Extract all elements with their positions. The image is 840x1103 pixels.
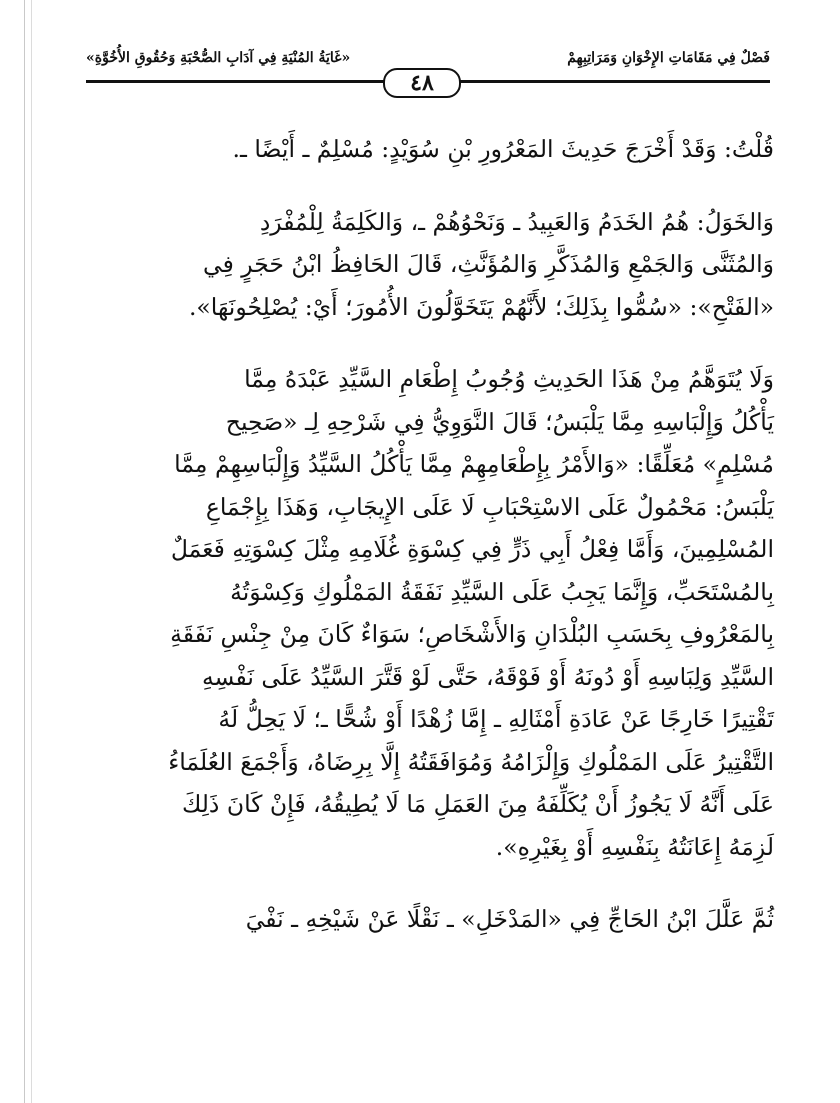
text-line: وَالخَوَلُ: هُمُ الخَدَمُ وَالعَبِيدُ ـ وَنَحْوُهُمْ ـ، وَالكَلِمَةُ لِلْمُفْرَدِ	[259, 207, 774, 236]
book-title: «غَايَةُ المُنْيَةِ فِي آدَابِ الصُّحْبَةِ وَحُقُوقِ الأُخُوَّةِ»	[86, 50, 351, 66]
text-line: يَلْبَسُ: مَحْمُولٌ عَلَى الاسْتِحْبَابِ لَا عَلَى الإِيجَابِ، وَهَذَا بِإِجْمَاعِ	[205, 492, 774, 521]
text-line: لَزِمَهُ إِعَانَتُهُ بِنَفْسِهِ أَوْ بِغَيْرِهِ».	[495, 832, 774, 861]
text-line: وَالمُثَنَّى وَالجَمْعِ وَالمُذَكَّرِ وَالمُؤَنَّثِ، قَالَ الحَافِظُ ابْنُ حَجَرٍ فِي	[203, 250, 774, 278]
text-line: المُسْلِمِينَ، وَأَمَّا فِعْلُ أَبِي ذَرٍّ فِي كِسْوَةِ غُلَامِهِ مِثْلَ كِسْوَتِهِ فَعَمَلٌ	[170, 535, 774, 563]
text-line: بِالمَعْرُوفِ بِحَسَبِ البُلْدَانِ وَالأَشْخَاصِ؛ سَوَاءٌ كَانَ مِنْ جِنْسِ نَفَقَةِ	[170, 620, 774, 648]
text-line: بِالمُسْتَحَبِّ، وَإِنَّمَا يَجِبُ عَلَى السَّيِّدِ نَفَقَةُ المَمْلُوكِ وَكِسْوَتُهُ	[230, 577, 774, 606]
paragraph-spacer	[98, 328, 774, 358]
paragraph-3	[98, 358, 774, 868]
paragraph-2	[98, 201, 774, 329]
running-header	[86, 46, 770, 70]
scan-spine-line	[24, 0, 25, 1103]
text-line: «الفَتْحِ»: «سُمُّوا بِذَلِكَ؛ لأَنَّهُمْ يَتَخَوَّلُونَ الأُمُورَ؛ أَيْ: يُصْلِحُونَهَا».	[188, 292, 774, 321]
text-line: قُلْتُ: وَقَدْ أَخْرَجَ حَدِيثَ المَعْرُورِ بْنِ سُوَيْدٍ: مُسْلِمٌ ـ أَيْضًا ـ.	[232, 135, 774, 163]
chapter-title: فَصْلٌ فِي مَقَامَاتِ الإِخْوَانِ وَمَرَاتِبِهِمْ	[567, 50, 770, 66]
text-line: يَأْكُلُ وَإِلْبَاسِهِ مِمَّا يَلْبَسُ؛ قَالَ النَّوَوِيُّ فِي شَرْحِهِ لِـ «صَحِيح	[225, 407, 774, 436]
paragraph-spacer	[98, 868, 774, 898]
paragraph-1	[98, 128, 774, 171]
page-body	[98, 128, 774, 941]
paragraph-spacer	[98, 171, 774, 201]
paragraph-4	[98, 898, 774, 941]
text-line: السَّيِّدِ وَلِبَاسِهِ أَوْ دُونَهُ أَوْ فَوْقَهُ، حَتَّى لَوْ قَتَّرَ السَّيِّدُ عَلَى نَفْسِهِ	[201, 662, 774, 691]
text-line: تَقْتِيرًا خَارِجًا عَنْ عَادَةِ أَمْثَالِهِ ـ إِمَّا زُهْدًا أَوْ شُحًّا ـ؛ لَا يَحِلُّ لَهُ	[218, 705, 774, 733]
scan-spine-line-inner	[31, 0, 32, 1103]
text-line: ثُمَّ عَلَّلَ ابْنُ الحَاجِّ فِي «المَدْخَلِ» ـ نَقْلًا عَنْ شَيْخِهِ ـ نَفْيَ	[245, 905, 774, 933]
page-number: ٤٨	[383, 68, 461, 98]
text-line: وَلَا يُتَوَهَّمُ مِنْ هَذَا الحَدِيثِ وُجُوبُ إِطْعَامِ السَّيِّدِ عَبْدَهُ مِمَّا	[244, 365, 774, 393]
text-line: مُسْلِمٍ» مُعَلِّقًا: «وَالأَمْرُ بِإِطْعَامِهِمْ مِمَّا يَأْكُلُ السَّيِّدُ وَإِلْبَاسِهِمْ مِمَّا	[174, 450, 774, 478]
text-line: التَّقْتِيرُ عَلَى المَمْلُوكِ وَإِلْزَامُهُ وَمُوَافَقَتُهُ إِلَّا بِرِضَاهُ، وَأَجْمَعَ العُلَمَاءُ	[168, 747, 774, 776]
text-line: عَلَى أَنَّهُ لَا يَجُوزُ أَنْ يُكَلِّفَهُ مِنَ العَمَلِ مَا لَا يُطِيقُهُ، فَإِنْ كَانَ ذَلِكَ	[181, 790, 774, 818]
